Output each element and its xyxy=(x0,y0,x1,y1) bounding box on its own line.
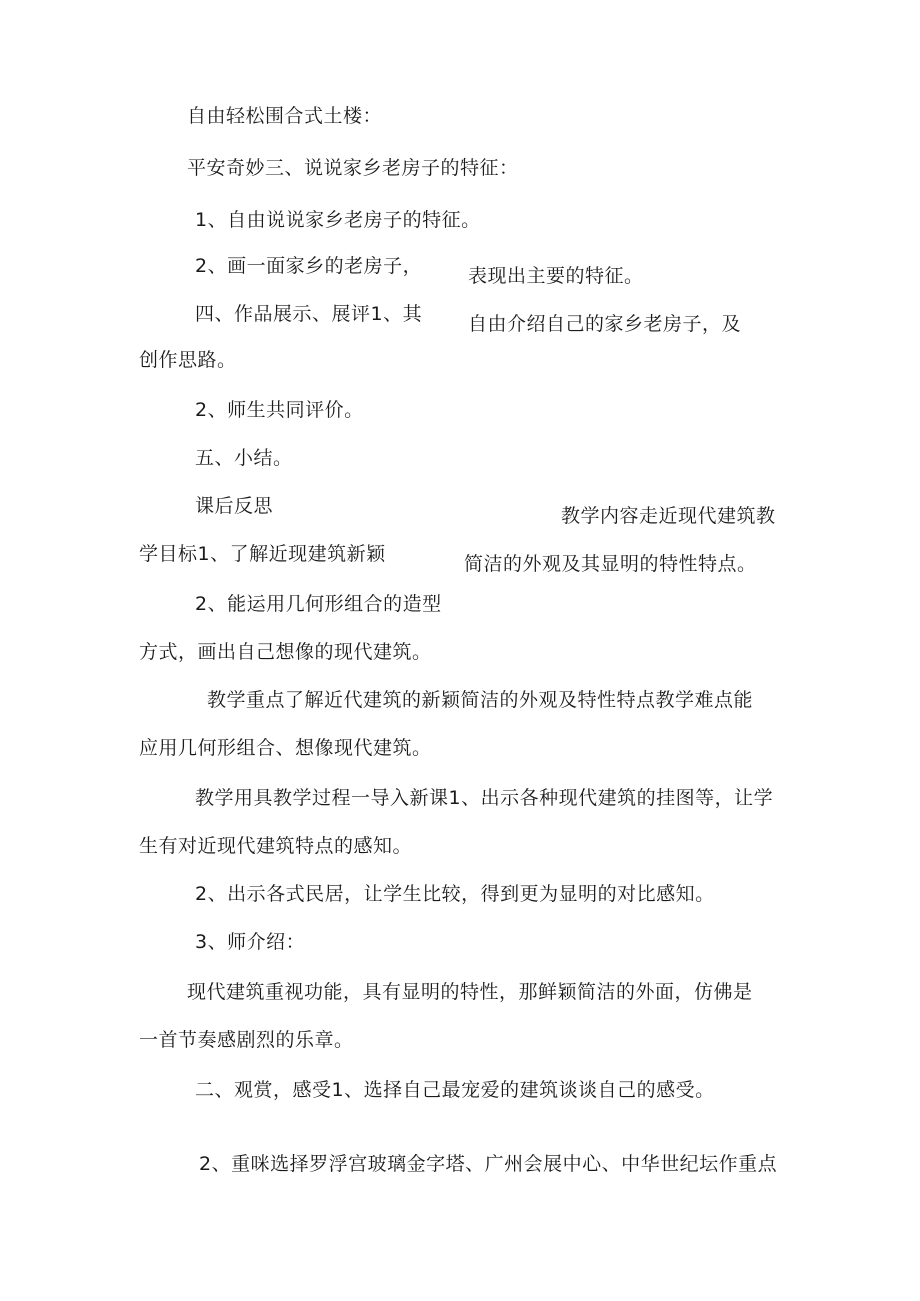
text-line: 创作思路。 xyxy=(139,349,237,371)
text-line: 五、小结。 xyxy=(195,447,293,469)
text-line: 教学用具教学过程一导入新课1、出示各种现代建筑的挂图等，让学 xyxy=(195,787,774,809)
text-line: 生有对近现代建筑特点的感知。 xyxy=(139,835,413,857)
text-line: 现代建筑重视功能，具有显明的特性，那鲜颖简洁的外面，仿佛是 xyxy=(187,981,753,1003)
text-line: 自由介绍自己的家乡老房子，及 xyxy=(468,313,742,335)
text-line: 方式，画出自己想像的现代建筑。 xyxy=(139,641,432,663)
text-line: 2、能运用几何形组合的造型 xyxy=(195,593,442,615)
text-line: 1、自由说说家乡老房子的特征。 xyxy=(195,209,481,231)
text-line: 一首节奏感剧烈的乐章。 xyxy=(139,1029,354,1051)
text-line: 2、重咪选择罗浮宫玻璃金字塔、广州会展中心、中华世纪坛作重点 xyxy=(199,1153,778,1175)
text-line: 表现出主要的特征。 xyxy=(468,265,644,287)
text-line: 应用几何形组合、想像现代建筑。 xyxy=(139,737,432,759)
text-line: 教学重点了解近代建筑的新颖简洁的外观及特性特点教学难点能 xyxy=(207,689,754,711)
text-line: 3、师介绍： xyxy=(195,931,306,953)
text-line: 平安奇妙三、说说家乡老房子的特征： xyxy=(187,157,519,179)
text-line: 教学内容走近现代建筑教 xyxy=(561,505,776,527)
text-line: 自由轻松围合式土楼： xyxy=(187,105,383,127)
text-line: 简洁的外观及其显明的特性特点。 xyxy=(464,553,757,575)
text-line: 2、师生共同评价。 xyxy=(195,399,364,421)
text-line: 学目标1、了解近现建筑新颖 xyxy=(139,543,386,565)
text-line: 课后反思 xyxy=(195,495,274,517)
text-line: 2、出示各式民居，让学生比较，得到更为显明的对比感知。 xyxy=(195,883,715,905)
text-line: 二、观赏，感受1、选择自己最宠爱的建筑谈谈自己的感受。 xyxy=(195,1079,715,1101)
text-line: 四、作品展示、展评1、其 xyxy=(195,303,423,325)
text-line: 2、画一面家乡的老房子， xyxy=(195,255,423,277)
